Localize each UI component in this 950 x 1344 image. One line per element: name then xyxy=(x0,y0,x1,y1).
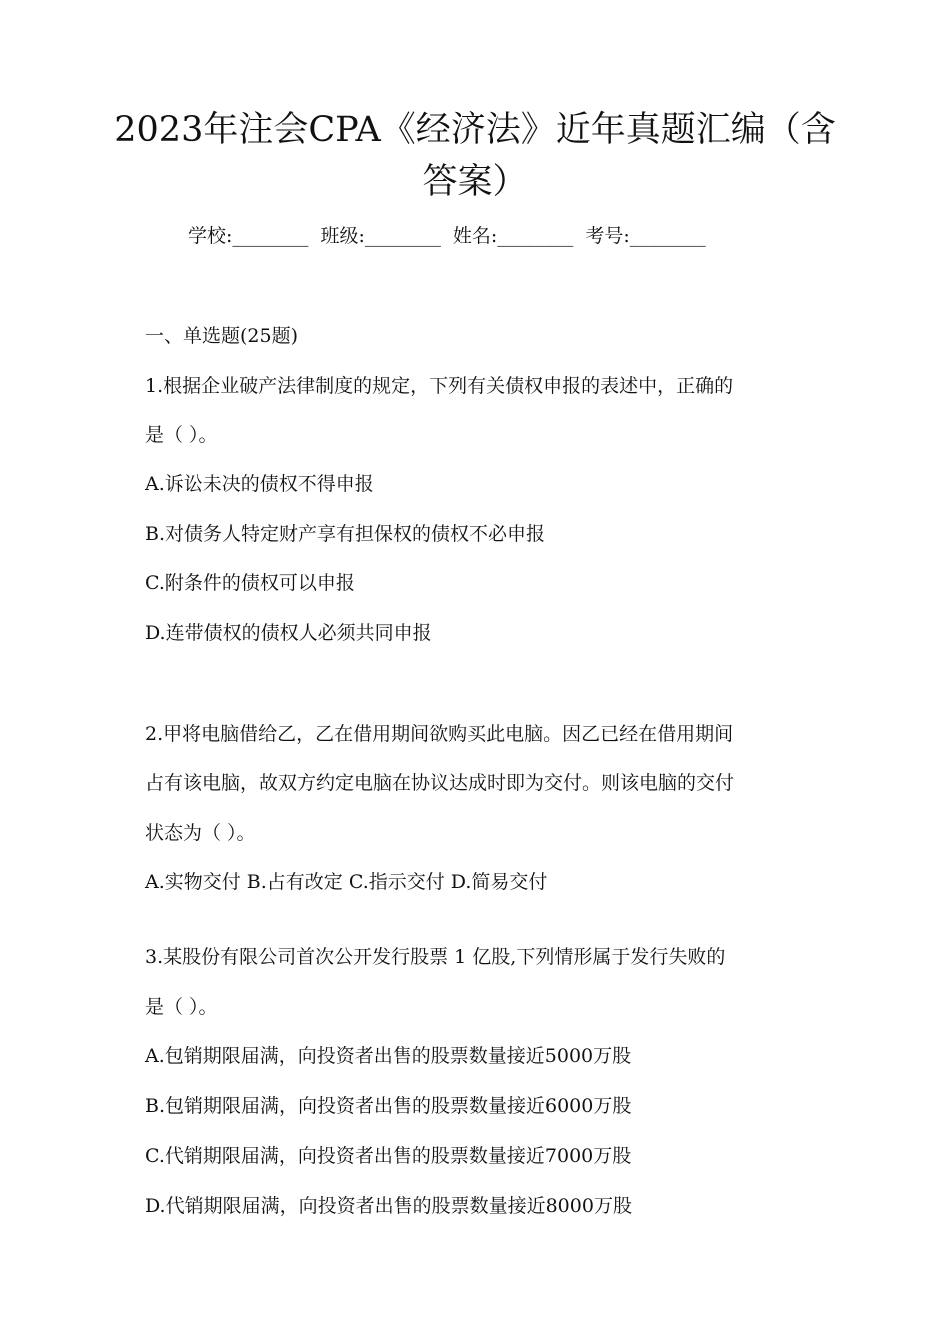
document-title xyxy=(110,104,840,208)
question-1-option-a: A.诉讼未决的债权不得申报 xyxy=(145,473,374,495)
question-1-option-c: C.附条件的债权可以申报 xyxy=(145,572,355,594)
question-3-option-c: C.代销期限届满，向投资者出售的股票数量接近7000万股 xyxy=(145,1145,632,1167)
name-field: 姓名:________ xyxy=(452,225,574,247)
question-1-stem-line-1: 1.根据企业破产法律制度的规定，下列有关债权申报的表述中，正确的 xyxy=(145,375,734,397)
question-2-stem-line-3: 状态为（ ）。 xyxy=(145,822,256,844)
exam-number-field: 考号:________ xyxy=(585,225,706,247)
question-3-option-d: D.代销期限届满，向投资者出售的股票数量接近8000万股 xyxy=(145,1195,632,1217)
title-line-1: 2023年注会CPA《经济法》近年真题汇编（含 xyxy=(114,110,836,150)
question-1-option-d: D.连带债权的债权人必须共同申报 xyxy=(145,622,432,644)
question-1-option-b: B.对债务人特定财产享有担保权的债权不必申报 xyxy=(145,523,546,545)
question-2-options: A.实物交付 B.占有改定 C.指示交付 D.简易交付 xyxy=(145,871,548,893)
class-field: 班级:________ xyxy=(320,225,441,247)
student-info-row xyxy=(188,222,712,250)
question-2-stem-line-1: 2.甲将电脑借给乙，乙在借用期间欲购买此电脑。因乙已经在借用期间 xyxy=(145,723,734,745)
question-3-stem-line-1: 3.某股份有限公司首次公开发行股票 1 亿股,下列情形属于发行失败的 xyxy=(145,946,726,968)
question-3-option-a: A.包销期限届满，向投资者出售的股票数量接近5000万股 xyxy=(145,1045,632,1067)
question-3-option-b: B.包销期限届满，向投资者出售的股票数量接近6000万股 xyxy=(145,1095,632,1117)
question-3-stem-line-2: 是（ ）。 xyxy=(145,996,218,1018)
title-line-2: 答案） xyxy=(422,162,528,202)
section-header: 一、单选题(25题) xyxy=(145,325,299,347)
school-field: 学校:________ xyxy=(188,225,309,247)
question-1-stem-line-2: 是（ ）。 xyxy=(145,424,218,446)
question-2-stem-line-2: 占有该电脑，故双方约定电脑在协议达成时即为交付。则该电脑的交付 xyxy=(145,772,735,794)
